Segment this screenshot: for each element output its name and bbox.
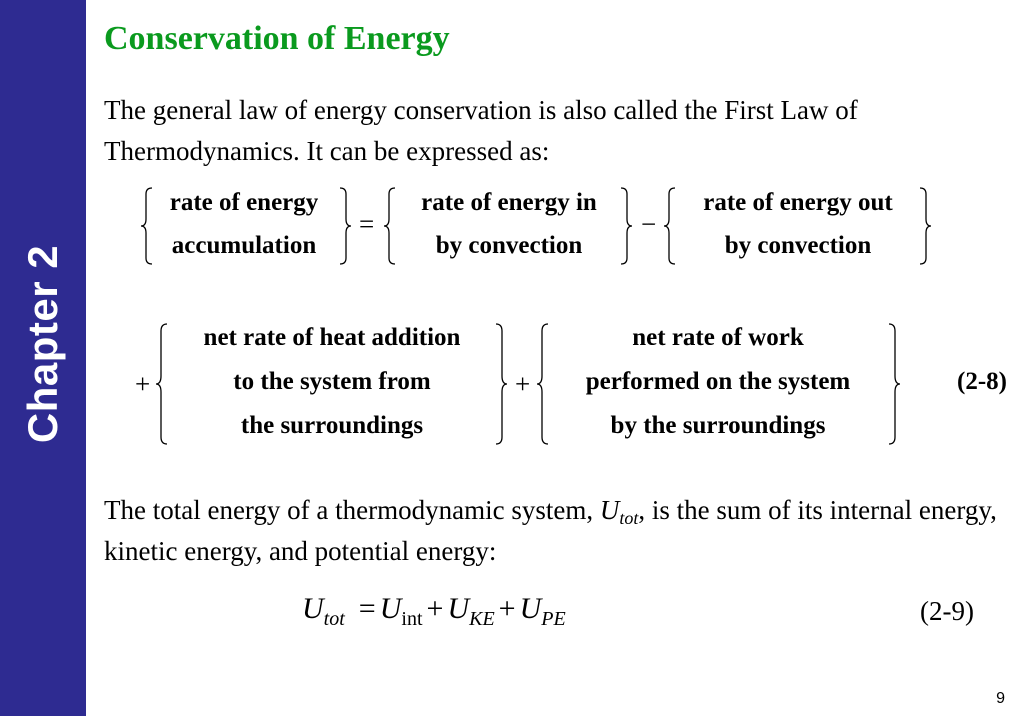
intro-paragraph: The general law of energy conservation is also called the First Law of Thermodynamics. It can be expressed as: [104, 95, 858, 166]
eq-lhs-line-2: accumulation [171, 232, 317, 259]
eq-equals: = [359, 209, 375, 239]
eq-term-heat-line-2: to the system from [233, 368, 431, 395]
equation-number-2-8: (2-8) [957, 368, 1007, 395]
slide-title: Conservation of Energy [104, 20, 450, 57]
page-number: 9 [996, 690, 1005, 707]
eq9-plus-1: + [426, 592, 444, 625]
eq-term-heat-line-1: net rate of heat addition [203, 324, 461, 351]
chapter-label: Chapter 2 [19, 244, 66, 444]
eq-lhs-line-1: rate of energy [169, 189, 319, 216]
eq9-t1-sub: int [401, 608, 423, 630]
brace-work-right [885, 322, 901, 446]
brace-lhs-left [140, 186, 156, 266]
total-energy-subscript: tot [619, 508, 639, 528]
eq9-lhs-symbol: U [302, 592, 324, 625]
brace-in-left [383, 186, 399, 266]
eq9-t2-sub: KE [469, 608, 495, 630]
chapter-sidebar [0, 0, 86, 716]
equation-number-2-9: (2-9) [920, 596, 974, 626]
eq9-t1-symbol: U [379, 592, 402, 625]
total-energy-symbol: U [599, 495, 620, 525]
eq9-plus-2: + [498, 592, 516, 625]
eq-term-in-line-2: by convection [435, 232, 583, 259]
eq-term-heat-line-3: the surroundings [240, 412, 424, 439]
eq9-t3-sub: PE [541, 608, 566, 630]
eq9-t3-symbol: U [519, 592, 542, 625]
eq-plus-1: + [135, 369, 151, 399]
equation-2-9 [302, 592, 566, 630]
total-energy-text-before: The total energy of a thermodynamic system, [104, 495, 600, 525]
brace-work-left [536, 322, 552, 446]
eq-term-work-line-3: by the surroundings [610, 412, 826, 439]
eq-term-in-line-1: rate of energy in [421, 189, 597, 216]
eq-term-work-line-1: net rate of work [632, 324, 804, 351]
eq-term-out-line-2: by convection [724, 232, 872, 259]
brace-in-right [617, 186, 633, 266]
eq-plus-2: + [515, 369, 531, 399]
brace-heat-right [492, 322, 508, 446]
brace-lhs-right [336, 186, 352, 266]
eq-term-out-line-1: rate of energy out [703, 189, 893, 216]
eq9-equals: = [358, 592, 376, 625]
brace-heat-left [155, 322, 171, 446]
eq9-lhs-sub: tot [323, 608, 345, 630]
brace-out-right [916, 186, 932, 266]
total-energy-text-after: , is the sum of its internal energy, kinetic energy, and potential energy: [104, 495, 997, 566]
eq9-t2-symbol: U [447, 592, 470, 625]
brace-out-left [663, 186, 679, 266]
eq-term-work-line-2: performed on the system [585, 368, 851, 395]
eq-minus: − [641, 209, 657, 239]
total-energy-paragraph [104, 490, 1009, 572]
